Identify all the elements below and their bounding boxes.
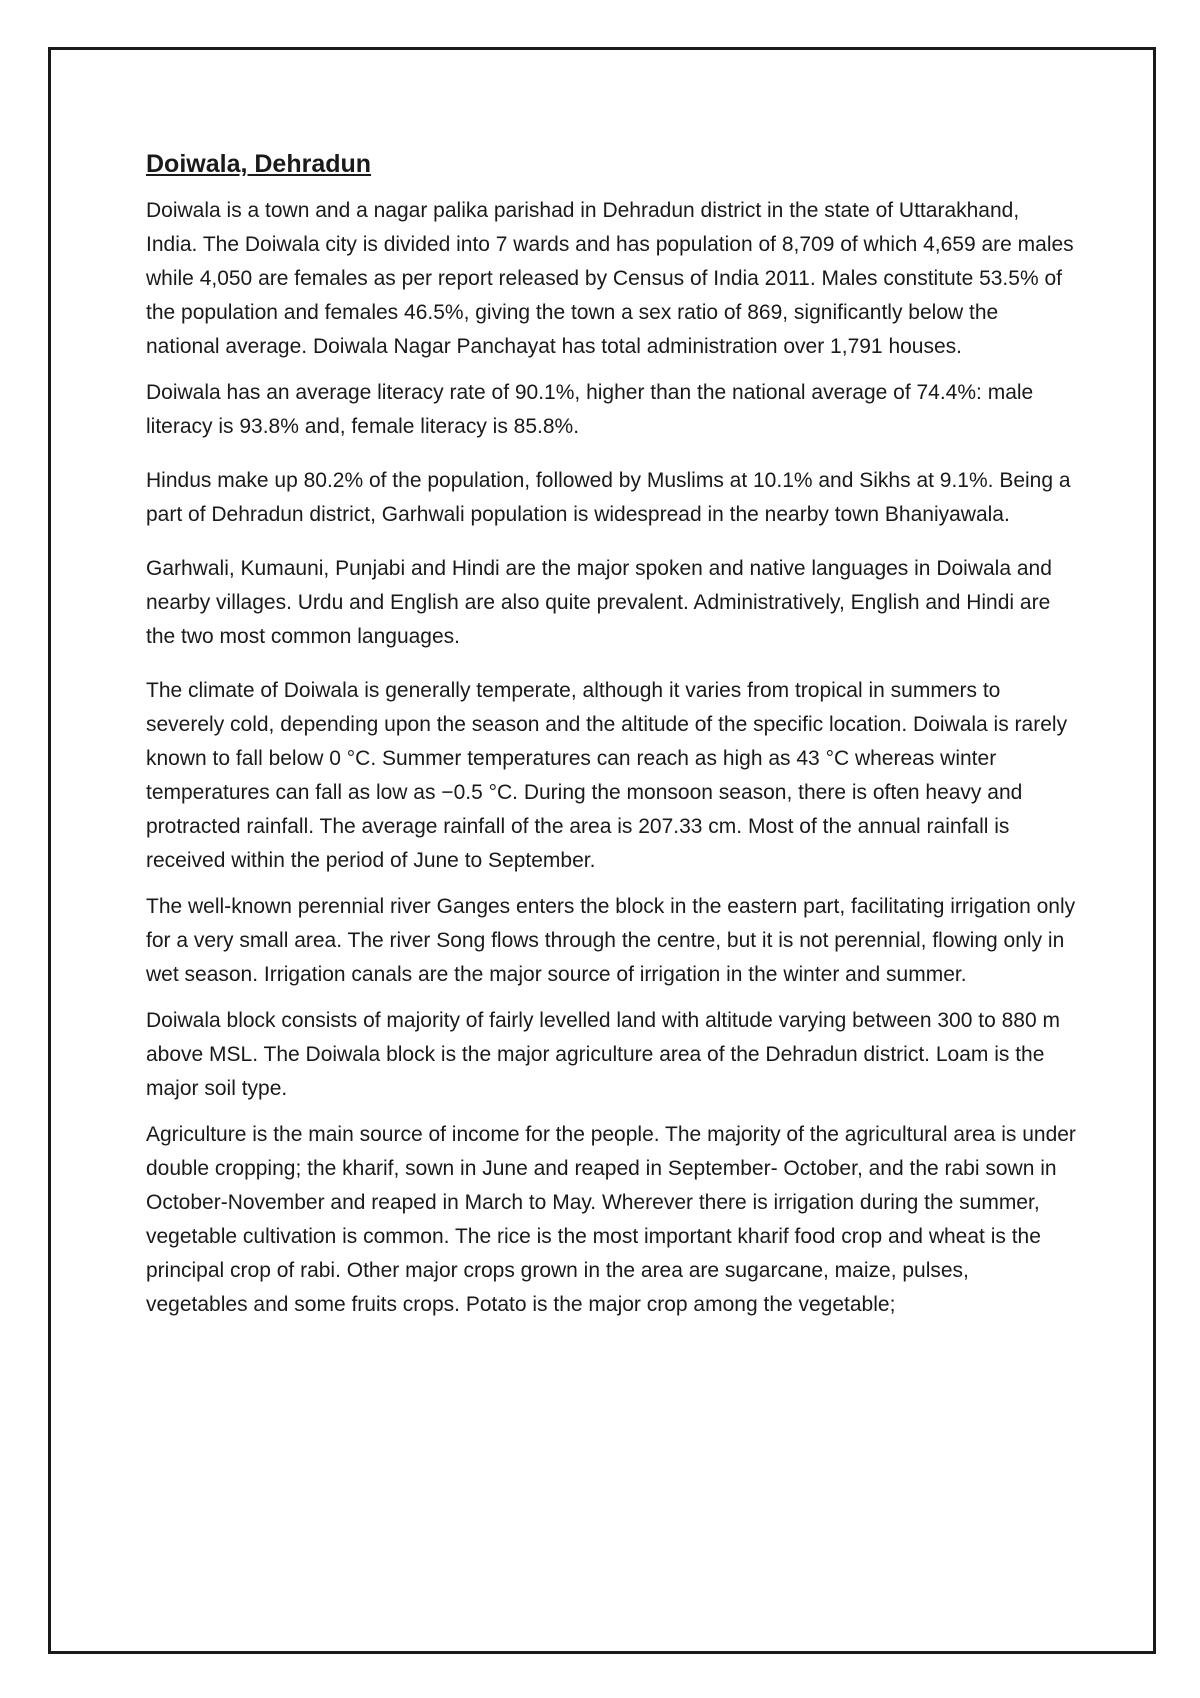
paragraph-population: Doiwala is a town and a nagar palika parishad in Dehradun district in the state of Uttarakhand, India. The Doiwala city is divided into 7 wards and has population of 8,709 of which 4,659 are males while 4,050 are females as per report released by Census of India 2011. Males constitute 53.5% of the population and females 46.5%, giving the town a sex ratio of 869, significantly below the national average. Doiwala Nagar Panchayat has total administration over 1,791 houses. [146,199,1074,358]
paragraph-languages: Garhwali, Kumauni, Punjabi and Hindi are the major spoken and native languages in Doiwala and nearby villages. Urdu and English are also quite prevalent. Administratively, English and Hindi are the two most common languages. [146,557,1052,648]
paragraph-rivers: The well-known perennial river Ganges enters the block in the eastern part, facilitating irrigation only for a very small area. The river Song flows through the centre, but it is not perennial, flowing only in wet season. Irrigation canals are the major source of irrigation in the winter and summer. [146,895,1076,986]
paragraph-climate: The climate of Doiwala is generally temperate, although it varies from tropical in summers to severely cold, depending upon the season and the altitude of the specific location. Doiwala is rarely known to fall below 0 °C. Summer temperatures can reach as high as 43 °C whereas winter temperatures can fall as low as −0.5 °C. During the monsoon season, there is often heavy and protracted rainfall. The average rainfall of the area is 207.33 cm. Most of the annual rainfall is received within the period of June to September. [146,679,1068,872]
paragraph-terrain: Doiwala block consists of majority of fairly levelled land with altitude varying between 300 to 880 m above MSL. The Doiwala block is the major agriculture area of the Dehradun district. Loam is the major soil type. [146,1009,1060,1100]
paragraph-religion: Hindus make up 80.2% of the population, followed by Muslims at 10.1% and Sikhs at 9.1%. Being a part of Dehradun district, Garhwali population is widespread in the nearby town Bhaniyawala. [146,469,1071,526]
document-title: Doiwala, Dehradun [146,150,372,178]
paragraph-literacy: Doiwala has an average literacy rate of 90.1%, higher than the national average of 74.4%: male literacy is 93.8% and, female literacy is 85.8%. [146,381,1034,438]
paragraph-agriculture: Agriculture is the main source of income for the people. The majority of the agricultural area is under double cropping; the kharif, sown in June and reaped in September- October, and the rabi sown in October-November and reaped in March to May. Wherever there is irrigation during the summer, vegetable cultivation is common. The rice is the most important kharif food crop and wheat is the principal crop of rabi. Other major crops grown in the area are sugarcane, maize, pulses, vegetables and some fruits crops. Potato is the major crop among the vegetable; [146,1123,1076,1316]
document-body [146,146,1076,1334]
